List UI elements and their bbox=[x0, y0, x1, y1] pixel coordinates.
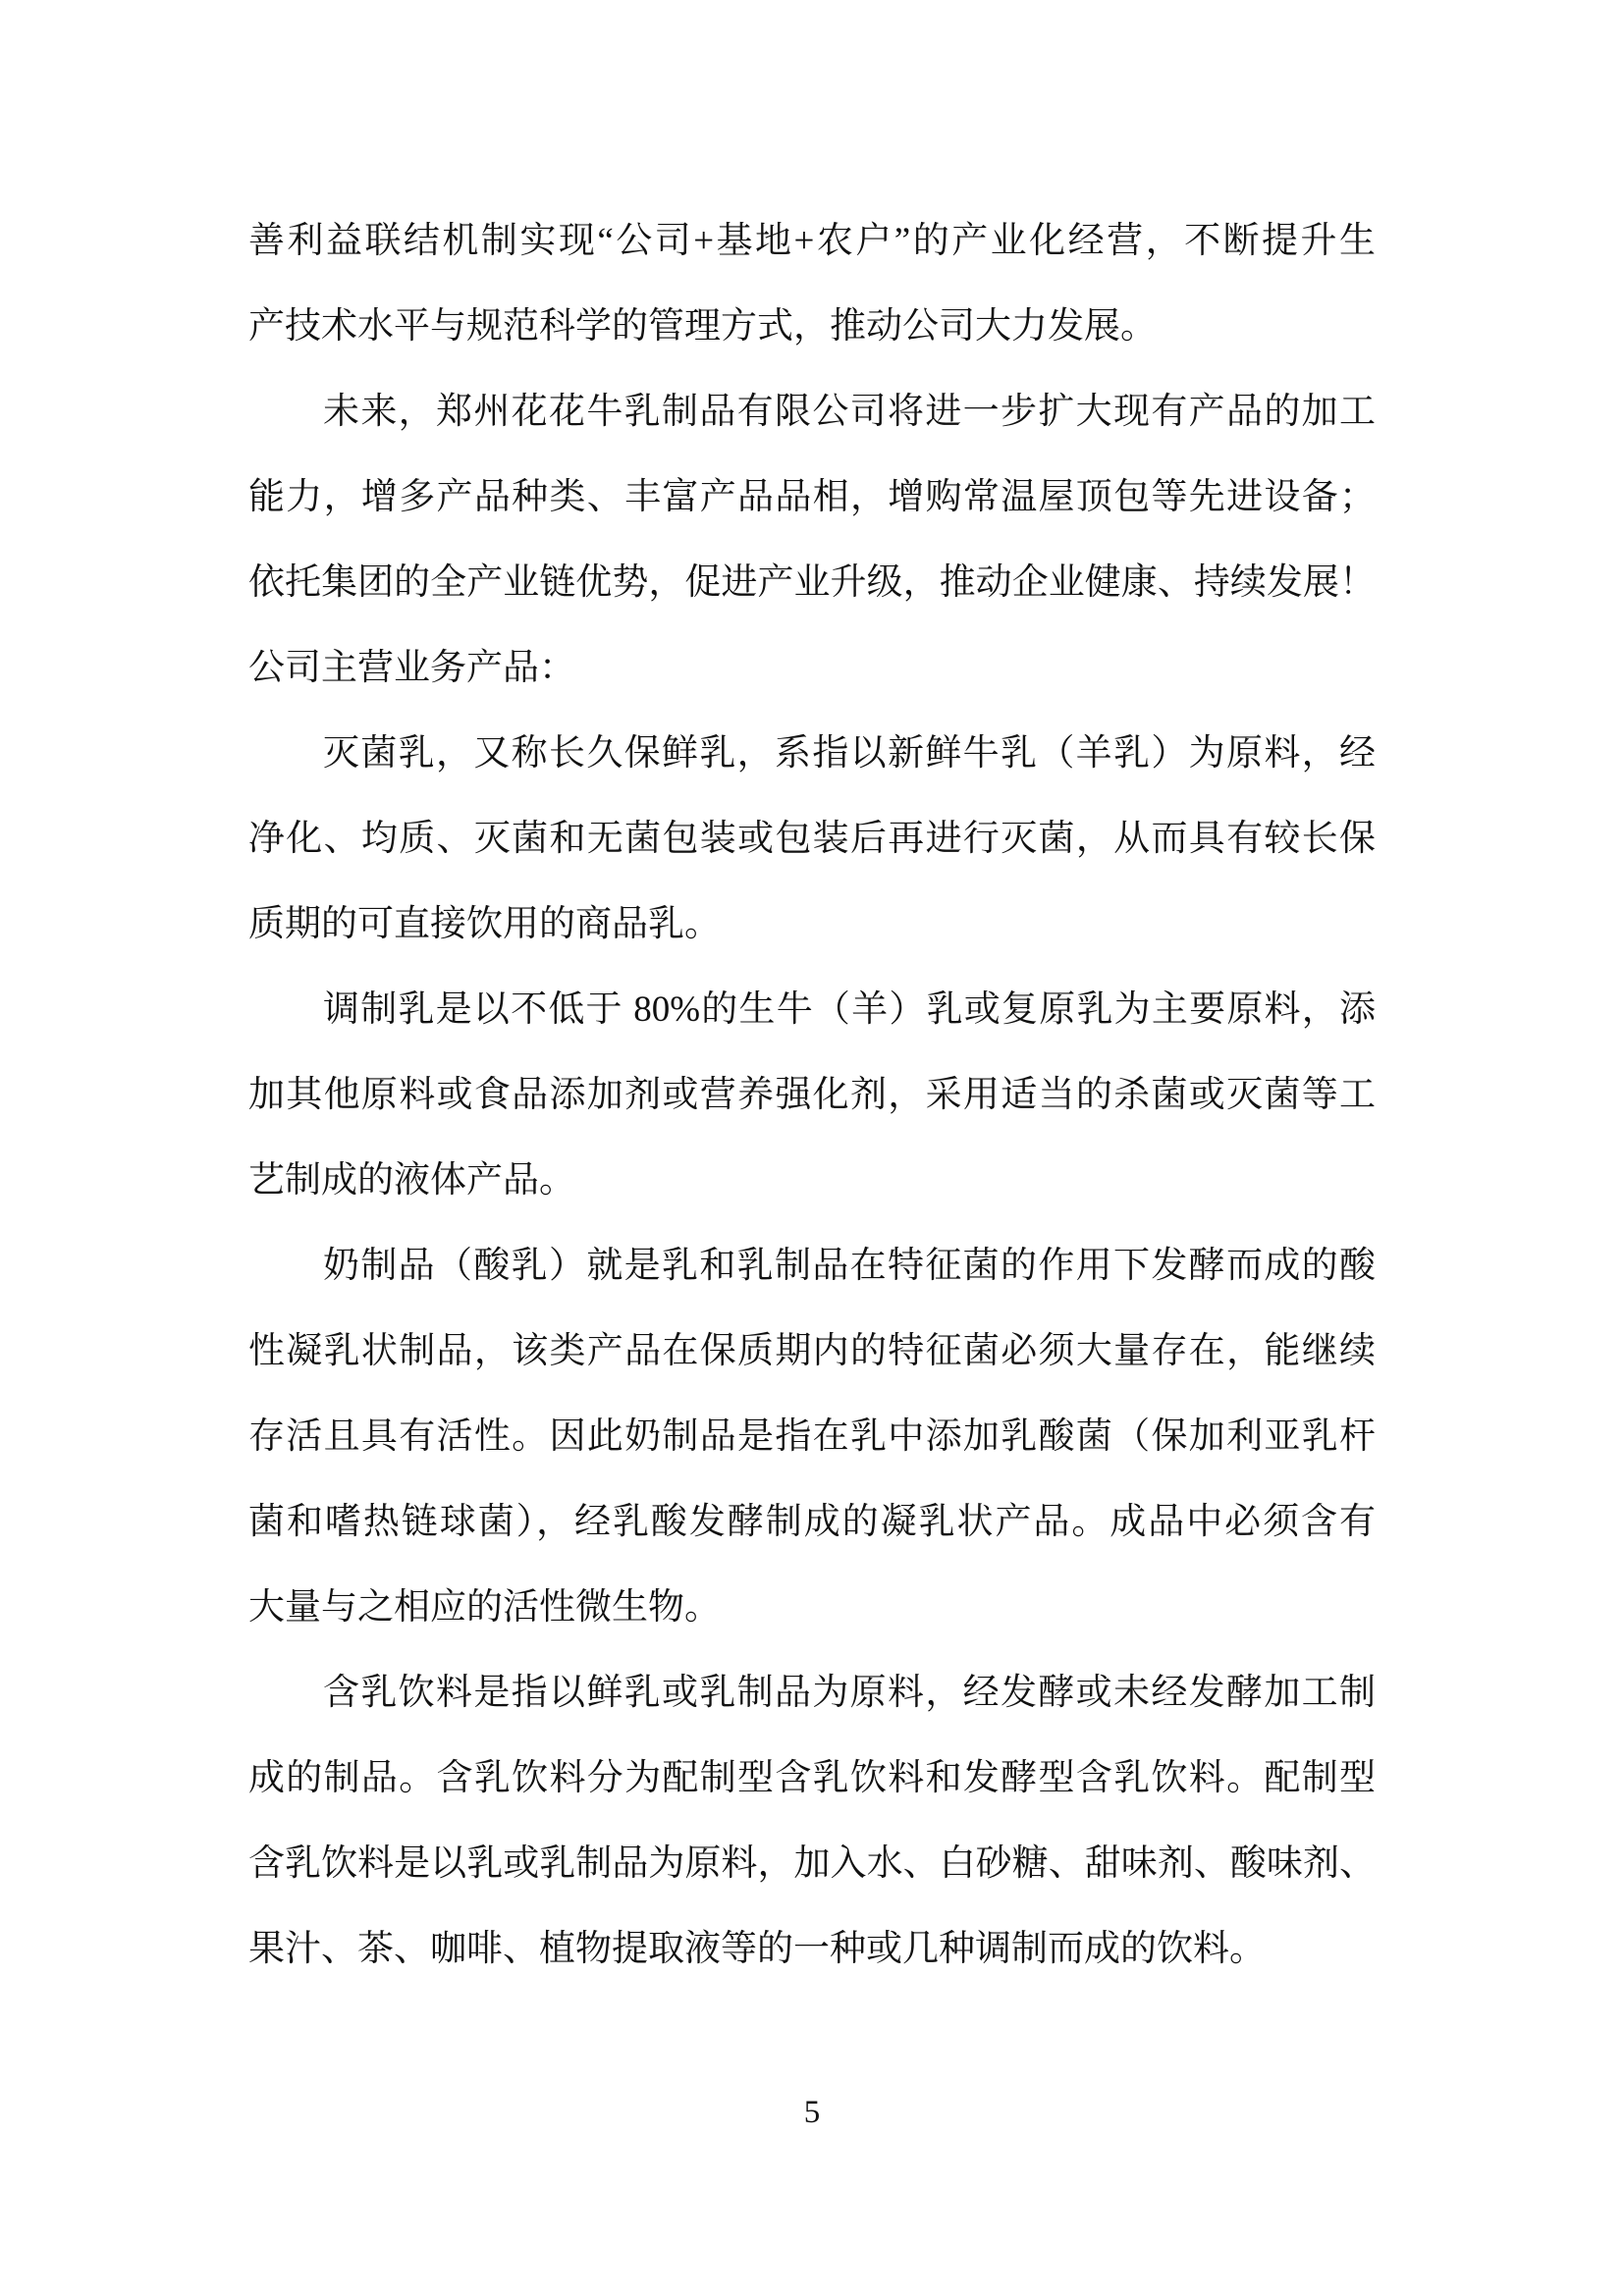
text-block bbox=[248, 198, 1376, 1992]
text-line: 加其他原料或食品添加剂或营养强化剂，采用适当的杀菌或灭菌等工 bbox=[248, 1075, 1376, 1115]
text-line: 大量与之相应的活性微生物。 bbox=[248, 1587, 721, 1628]
text-line: 艺制成的液体产品。 bbox=[248, 1160, 575, 1201]
text-line: 存活且具有活性。因此奶制品是指在乳中添加乳酸菌（保加利亚乳杆 bbox=[248, 1416, 1376, 1457]
page-number: 5 bbox=[803, 2095, 821, 2130]
text-line: 奶制品（酸乳）就是乳和乳制品在特征菌的作用下发酵而成的酸 bbox=[323, 1246, 1376, 1286]
text-line: 质期的可直接饮用的商品乳。 bbox=[248, 904, 721, 944]
text-line: 性凝乳状制品，该类产品在保质期内的特征菌必须大量存在，能继续 bbox=[248, 1331, 1376, 1371]
text-line: 依托集团的全产业链优势，促进产业升级，推动企业健康、持续发展！ bbox=[248, 562, 1376, 603]
text-line: 灭菌乳，又称长久保鲜乳，系指以新鲜牛乳（羊乳）为原料，经 bbox=[323, 733, 1376, 774]
text-line: 产技术水平与规范科学的管理方式，推动公司大力发展。 bbox=[248, 306, 1157, 347]
text-line: 公司主营业务产品： bbox=[248, 648, 575, 688]
text-line: 净化、均质、灭菌和无菌包装或包装后再进行灭菌，从而具有较长保 bbox=[248, 819, 1376, 859]
text-line: 能力，增多产品种类、丰富产品品相，增购常温屋顶包等先进设备； bbox=[248, 477, 1376, 517]
page-footer bbox=[0, 2091, 1624, 2135]
text-line: 调制乳是以不低于 80%的生牛（羊）乳或复原乳为主要原料，添 bbox=[323, 989, 1376, 1030]
text-line: 未来，郑州花花牛乳制品有限公司将进一步扩大现有产品的加工 bbox=[323, 392, 1376, 432]
text-line: 善利益联结机制实现“公司+基地+农户”的产业化经营，不断提升生 bbox=[248, 221, 1376, 261]
text-line: 成的制品。含乳饮料分为配制型含乳饮料和发酵型含乳饮料。配制型 bbox=[248, 1758, 1376, 1798]
text-line: 菌和嗜热链球菌），经乳酸发酵制成的凝乳状产品。成品中必须含有 bbox=[248, 1502, 1376, 1542]
text-line: 含乳饮料是指以鲜乳或乳制品为原料，经发酵或未经发酵加工制 bbox=[323, 1673, 1376, 1713]
text-line: 果汁、茶、咖啡、植物提取液等的一种或几种调制而成的饮料。 bbox=[248, 1929, 1266, 1969]
text-line: 含乳饮料是以乳或乳制品为原料，加入水、白砂糖、甜味剂、酸味剂、 bbox=[248, 1843, 1376, 1884]
